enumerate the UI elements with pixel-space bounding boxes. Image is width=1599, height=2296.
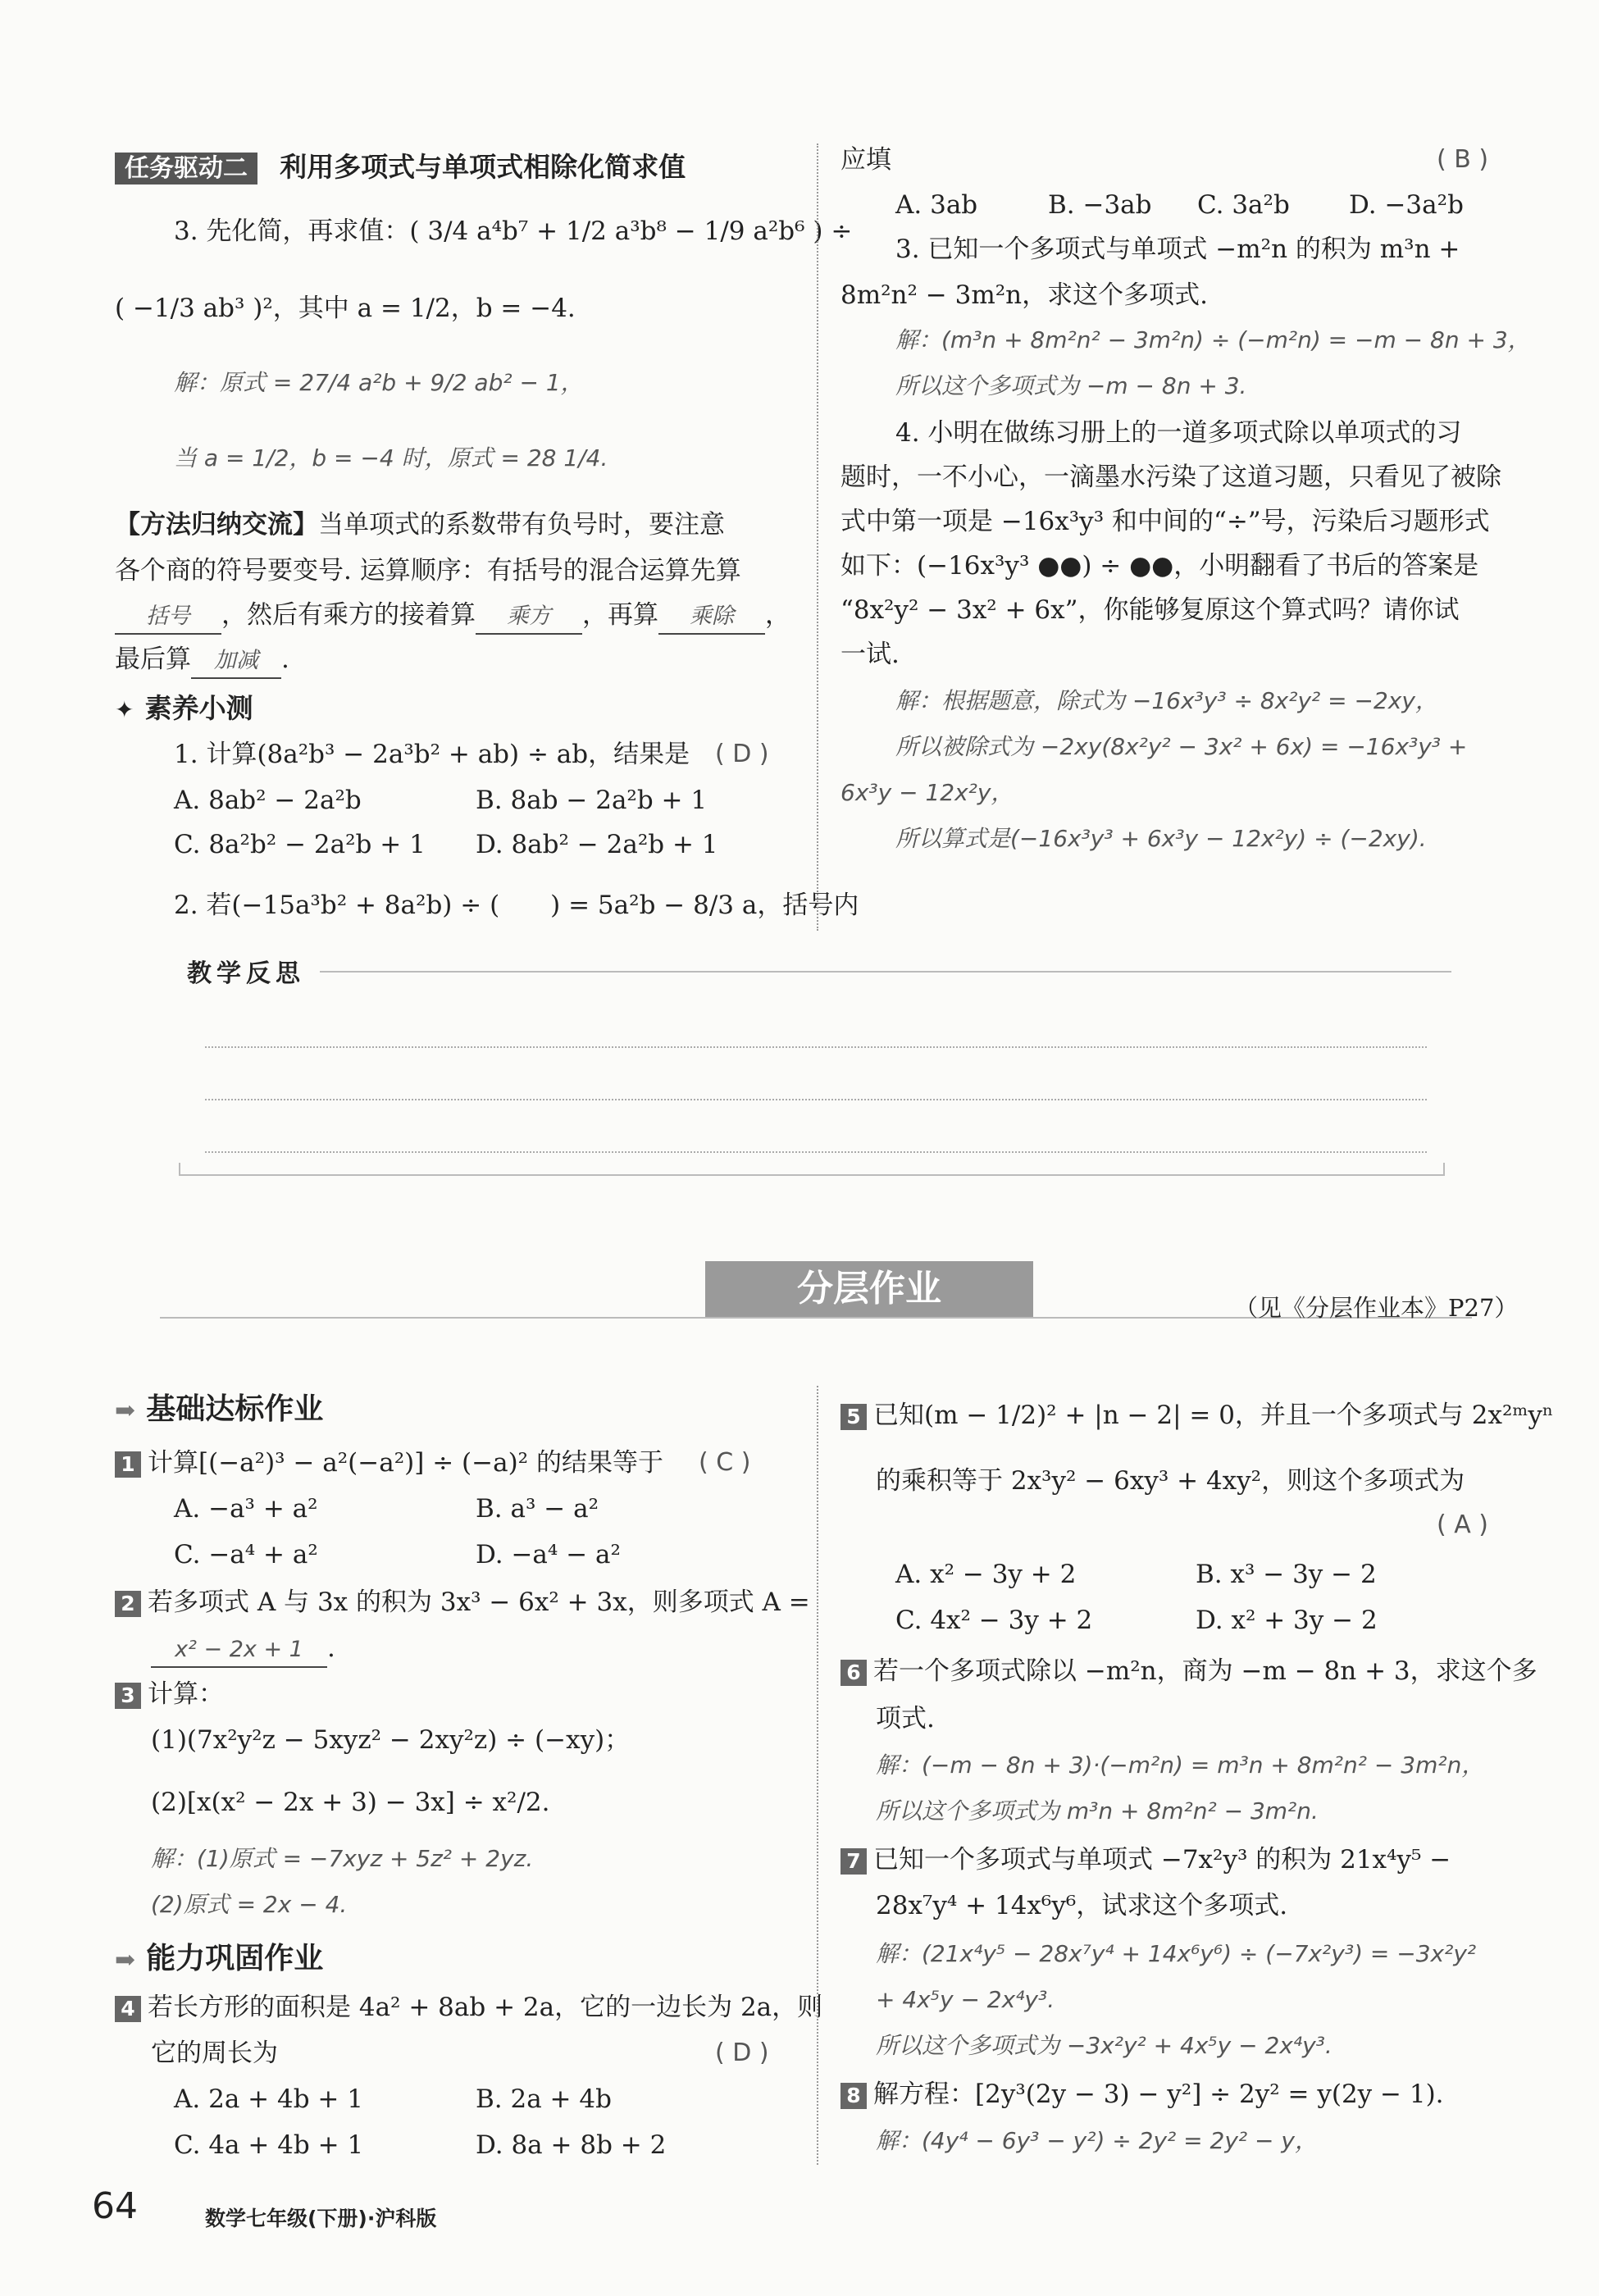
hw-q7-solution-3: 所以这个多项式为 −3x²y² + 4x⁵y − 2x⁴y³. — [876, 2032, 1332, 2059]
quiz-q3-solution-1: 解：(m³n + 8m²n² − 3m²n) ÷ (−m²n) = −m − 8n + 3， — [895, 326, 1531, 353]
hw-q2-blank[interactable]: x² − 2x + 1 — [151, 1633, 327, 1668]
quiz-q4-line4: 如下：(−16x³y³ ●●) ÷ ●●，小明翻看了书后的答案是 — [840, 551, 1479, 581]
method-last-pre: 最后算 — [115, 645, 191, 674]
method-text-1: 当单项式的系数带有负号时，要注意 — [318, 510, 725, 540]
quiz-q4-line1: 4. 小明在做练习册上的一道多项式除以单项式的习 — [895, 418, 1462, 448]
hw-q4-number: 4 — [115, 1996, 141, 2022]
task2-solution-1: 解：原式 = 27/4 a²b + 9/2 ab² − 1， — [174, 369, 584, 396]
method-label: 【方法归纳交流】 — [115, 510, 318, 540]
hw-q1-opt-d: D. −a⁴ − a² — [476, 1540, 621, 1569]
method-line1 — [115, 508, 725, 541]
quiz-q4-solution-3: 6x³y − 12x²y， — [840, 779, 1014, 806]
book-title: 数学七年级(下册)·沪科版 — [205, 2207, 437, 2230]
method-end3: ， — [765, 600, 790, 630]
hw-q2 — [115, 1586, 810, 1619]
hw-q4-opt-b: B. 2a + 4b — [476, 2084, 612, 2114]
hw-q7-line2: 28x⁷y⁴ + 14x⁶y⁶，试求这个多项式. — [876, 1891, 1288, 1920]
hw-q5-answer: ( A ) — [1437, 1510, 1489, 1539]
quiz-q1-opt-a: A. 8ab² − 2a²b — [174, 786, 362, 815]
quiz-q2-opt-b: B. −3ab — [1048, 190, 1152, 220]
quiz-q3-line1: 3. 已知一个多项式与单项式 −m²n 的积为 m³n + — [895, 235, 1460, 264]
task2-tag: 任务驱动二 — [115, 153, 257, 184]
blank-muldiv[interactable]: 乘除 — [658, 600, 765, 635]
arrow-icon: ➡ — [115, 1396, 136, 1425]
quiz-q2-line1: 2. 若(−15a³b² + 8a²b) ÷ ( ) = 5a²b − 8/3 a，括号内 — [174, 891, 859, 920]
method-line3 — [115, 599, 790, 635]
blank-power[interactable]: 乘方 — [476, 600, 582, 635]
hw-q5-opt-b: B. x³ − 3y − 2 — [1196, 1560, 1377, 1589]
hw-q3-text: 计算： — [148, 1679, 224, 1709]
task2-title: 利用多项式与单项式相除化简求值 — [280, 151, 686, 183]
banner-title: 分层作业 — [797, 1268, 941, 1310]
hw-q1 — [115, 1446, 663, 1479]
hw-q7-line1: 已知一个多项式与单项式 −7x²y³ 的积为 21x⁴y⁵ − — [873, 1845, 1451, 1875]
basic-header — [115, 1386, 323, 1428]
hw-q7-solution-1: 解：(21x⁴y⁵ − 28x⁷y⁴ + 14x⁶y⁶) ÷ (−7x²y³) = −3x²y² — [876, 1940, 1477, 1967]
quiz-q1-answer: ( D ) — [715, 740, 769, 768]
reflection-line-2[interactable] — [205, 1099, 1427, 1100]
hw-q4-opt-d: D. 8a + 8b + 2 — [476, 2130, 667, 2160]
hw-q5-number: 5 — [840, 1404, 867, 1430]
reflection-frame — [179, 1163, 1445, 1176]
hw-q6-solution-1: 解：(−m − 8n + 3)·(−m²n) = m³n + 8m²n² − 3m²n， — [876, 1752, 1485, 1779]
reflection-top-rule — [320, 971, 1451, 973]
hw-q8-solution: 解：(4y⁴ − 6y³ − y²) ÷ 2y² = 2y² − y， — [876, 2127, 1318, 2154]
ability-header — [115, 1935, 323, 1977]
hw-q4-opt-a: A. 2a + 4b + 1 — [174, 2084, 363, 2114]
hw-q3 — [115, 1678, 224, 1711]
quiz-q4-solution-1: 解：根据题意，除式为 −16x³y³ ÷ 8x²y² = −2xy， — [895, 687, 1438, 714]
hw-q6 — [840, 1655, 1538, 1688]
quiz-q2-opt-d: D. −3a²b — [1349, 190, 1464, 220]
column-divider-bottom — [817, 1386, 818, 2165]
hw-q1-answer: ( C ) — [699, 1448, 751, 1477]
hw-q4-opt-c: C. 4a + 4b + 1 — [174, 2130, 364, 2160]
quiz-q3-solution-2: 所以这个多项式为 −m − 8n + 3. — [895, 372, 1247, 399]
quiz-q2-answer: ( B ) — [1437, 145, 1489, 174]
hw-q4-line2: 它的周长为 — [151, 2039, 278, 2068]
hw-q4 — [115, 1991, 822, 2024]
homework-ref: （见《分层作业本》P27） — [1234, 1294, 1519, 1322]
hw-q5-opt-c: C. 4x² − 3y + 2 — [895, 1606, 1093, 1635]
quiz-q1-opt-b: B. 8ab − 2a²b + 1 — [476, 786, 708, 815]
hw-q5-opt-a: A. x² − 3y + 2 — [895, 1560, 1077, 1589]
quiz-q2-opt-a: A. 3ab — [895, 190, 978, 220]
quiz-q1: 1. 计算(8a²b³ − 2a³b² + ab) ÷ ab，结果是 — [174, 740, 690, 769]
hw-q6-number: 6 — [840, 1660, 867, 1686]
hw-q2-text: 若多项式 A 与 3x 的积为 3x³ − 6x² + 3x，则多项式 A = — [148, 1588, 810, 1617]
hw-q8 — [840, 2078, 1444, 2111]
reflection-title: 教学反思 — [187, 959, 305, 988]
method-mid1: ，然后有乘方的接着算 — [221, 600, 476, 630]
quiz-q3-line2: 8m²n² − 3m²n，求这个多项式. — [840, 280, 1208, 310]
blank-addsub[interactable]: 加减 — [191, 645, 281, 679]
quiz-q4-solution-2: 所以被除式为 −2xy(8x²y² − 3x² + 6x) = −16x³y³ + — [895, 733, 1468, 760]
hw-q8-number: 8 — [840, 2083, 867, 2109]
hw-q3-part1: (1)(7x²y²z − 5xyz² − 2xy²z) ÷ (−xy)； — [151, 1725, 631, 1755]
hw-q7-solution-2: + 4x⁵y − 2x⁴y³. — [876, 1986, 1055, 2013]
hw-q5-line1: 已知(m − 1/2)² + |n − 2| = 0，并且一个多项式与 2x²ᵐyⁿ — [873, 1401, 1554, 1430]
task2-q3-line2: ( −1/3 ab³ )²，其中 a = 1/2，b = −4. — [115, 294, 576, 323]
quiz-q2-opt-c: C. 3a²b — [1197, 190, 1290, 220]
task2-header — [115, 146, 686, 184]
star-icon: ✦ — [115, 696, 134, 723]
hw-q7 — [840, 1843, 1451, 1876]
hw-q1-opt-b: B. a³ − a² — [476, 1494, 599, 1524]
hw-q6-line2: 项式. — [876, 1704, 935, 1733]
task2-solution-2: 当 a = 1/2，b = −4 时，原式 = 28 1/4. — [174, 444, 608, 472]
hw-q7-number: 7 — [840, 1848, 867, 1875]
arrow-icon: ➡ — [115, 1946, 136, 1975]
hw-q3-number: 3 — [115, 1683, 141, 1709]
method-line4 — [115, 643, 289, 679]
method-mid2: ，再算 — [582, 600, 658, 630]
hw-q6-line1: 若一个多项式除以 −m²n，商为 −m − 8n + 3，求这个多 — [873, 1656, 1538, 1686]
hw-q1-number: 1 — [115, 1451, 141, 1478]
quiz-q4-line5: “8x²y² − 3x² + 6x”，你能够复原这个算式吗？请你试 — [840, 595, 1460, 625]
hw-q6-solution-2: 所以这个多项式为 m³n + 8m²n² − 3m²n. — [876, 1797, 1319, 1824]
quiz-header — [115, 687, 253, 726]
hw-q3-part2: (2)[x(x² − 2x + 3) − 3x] ÷ x²/2. — [151, 1788, 550, 1817]
hw-q4-line1: 若长方形的面积是 4a² + 8ab + 2a，它的一边长为 2a，则 — [148, 1993, 823, 2022]
hw-q1-opt-a: A. −a³ + a² — [174, 1494, 318, 1524]
method-line2: 各个商的符号要变号. 运算顺序：有括号的混合运算先算 — [115, 556, 741, 585]
task2-q3-line1: 3. 先化简，再求值：( 3/4 a⁴b⁷ + 1/2 a³b⁸ − 1/9 a²b⁶ ) ÷ — [174, 216, 853, 246]
quiz-q2-line2: 应填 — [840, 145, 891, 175]
hw-q2-answer-line — [151, 1632, 335, 1668]
hw-q3-solution-2: (2)原式 = 2x − 4. — [151, 1891, 348, 1918]
quiz-q4-line2: 题时，一不小心，一滴墨水污染了这道习题，只看见了被除 — [840, 462, 1501, 492]
quiz-q1-opt-d: D. 8ab² − 2a²b + 1 — [476, 830, 718, 859]
hw-q5 — [840, 1399, 1553, 1432]
quiz-q1-opt-c: C. 8a²b² − 2a²b + 1 — [174, 830, 426, 859]
basic-title: 基础达标作业 — [146, 1392, 324, 1426]
hw-q3-solution-1: 解：(1)原式 = −7xyz + 5z² + 2yz. — [151, 1845, 534, 1872]
hw-q4-answer: ( D ) — [715, 2039, 769, 2067]
quiz-q4-solution-4: 所以算式是(−16x³y³ + 6x³y − 12x²y) ÷ (−2xy). — [895, 825, 1427, 852]
quiz-q4-line6: 一试. — [840, 640, 900, 669]
method-last-post: . — [281, 645, 289, 674]
reflection-line-1[interactable] — [205, 1046, 1427, 1048]
quiz-title: 素养小测 — [144, 692, 253, 724]
hw-q2-period: . — [327, 1633, 335, 1663]
blank-brackets[interactable]: 括号 — [115, 600, 221, 635]
hw-q2-number: 2 — [115, 1591, 141, 1617]
quiz-q4-line3: 式中第一项是 −16x³y³ 和中间的“÷”号，污染后习题形式 — [840, 507, 1490, 536]
hw-q8-text: 解方程：[2y³(2y − 3) − y²] ÷ 2y² = y(2y − 1). — [873, 2080, 1444, 2109]
hw-q1-opt-c: C. −a⁴ + a² — [174, 1540, 318, 1569]
hw-q5-line2: 的乘积等于 2x³y² − 6xy³ + 4xy²，则这个多项式为 — [876, 1466, 1465, 1496]
ability-title: 能力巩固作业 — [146, 1942, 324, 1975]
column-divider-top — [817, 144, 818, 931]
page-number: 64 — [92, 2185, 138, 2227]
reflection-line-3[interactable] — [205, 1151, 1427, 1153]
hw-q5-opt-d: D. x² + 3y − 2 — [1196, 1606, 1378, 1635]
hw-q1-text: 计算[(−a²)³ − a²(−a²)] ÷ (−a)² 的结果等于 — [148, 1448, 663, 1478]
